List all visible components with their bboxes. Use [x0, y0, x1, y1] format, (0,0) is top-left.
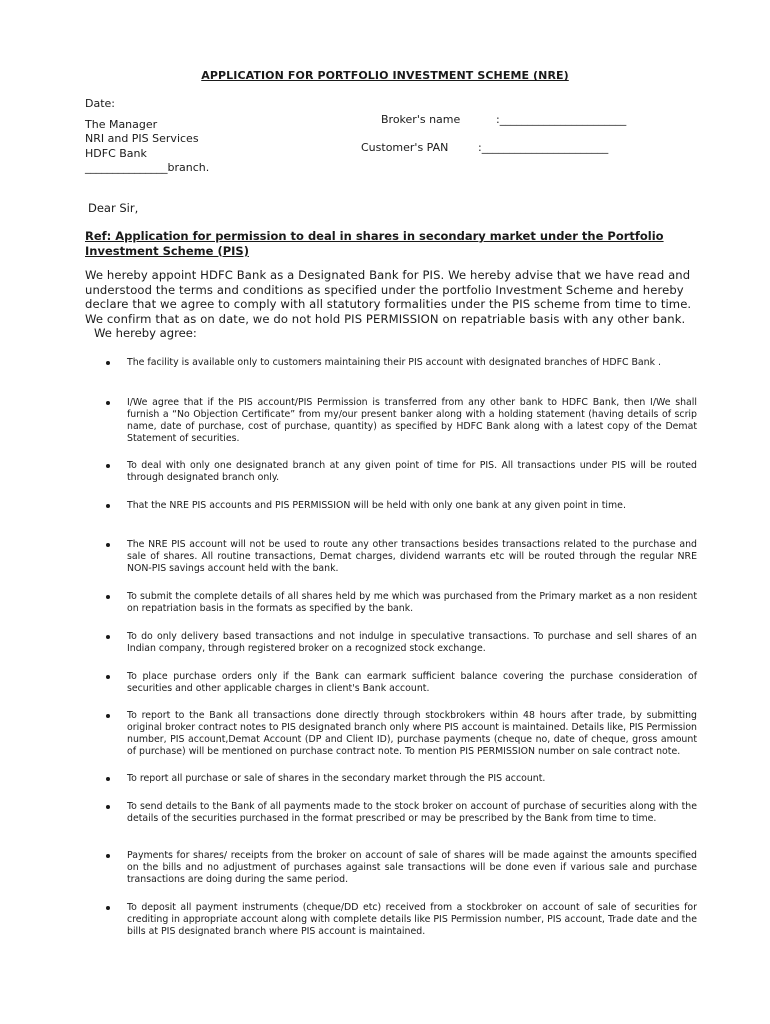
bullet-icon — [106, 906, 110, 910]
list-item: To place purchase orders only if the Bank can earmark sufficient balance covering the purchase consideration of securities and other applicable charges in client's Bank account. — [127, 671, 697, 695]
date-label: Date: — [85, 97, 115, 110]
bullet-icon — [106, 777, 110, 781]
document-title: APPLICATION FOR PORTFOLIO INVESTMENT SCHEME (NRE) — [201, 69, 569, 82]
list-item: To report to the Bank all transactions done directly through stockbrokers within 48 hours after trade, by submitting original broker contract notes to PIS designated branch only where PIS account is maintained. Details like, PIS Permission number, PIS account,Demat Account (DP and Client ID), purchase payments (cheque no, date of cheque, gross amount of purchase) will be mentioned on purchase contract note. To mention PIS PERMISSION number on sale contract note. — [127, 710, 697, 758]
bullet-icon — [106, 714, 110, 718]
list-item: To deal with only one designated branch at any given point of time for PIS. All transactions under PIS will be routed through designated branch only. — [127, 460, 697, 484]
addressee-block — [85, 97, 209, 176]
bullet-icon — [106, 854, 110, 858]
customer-pan-blank: :_______________________ — [478, 141, 609, 154]
bullet-icon — [106, 595, 110, 599]
agree-heading: We hereby agree: — [94, 326, 197, 340]
broker-name-blank: :_______________________ — [496, 113, 627, 126]
address-line-4: _______________branch. — [85, 161, 210, 174]
bullet-icon — [106, 361, 110, 365]
bullet-icon — [106, 805, 110, 809]
reference-line: Ref: Application for permission to deal in shares in secondary market under the Portfolio Investment Scheme (PIS) — [85, 229, 664, 258]
bullet-icon — [106, 675, 110, 679]
address-line-2: NRI and PIS Services — [85, 132, 199, 145]
bullet-icon — [106, 464, 110, 468]
list-item: To report all purchase or sale of shares in the secondary market through the PIS account. — [127, 773, 697, 785]
bullet-icon — [106, 504, 110, 508]
bullet-icon — [106, 635, 110, 639]
list-item: To send details to the Bank of all payments made to the stock broker on account of purchase of securities along with the details of the securities purchased in the format prescribed or may be prescribed by the Bank from time to time. — [127, 801, 697, 825]
list-item: Payments for shares/ receipts from the broker on account of sale of shares will be made against the amounts specified on the bills and no adjustment of purchases against sale transactions will be done even if various sale and purchase transactions are doing during the same period. — [127, 850, 697, 886]
intro-paragraph: We hereby appoint HDFC Bank as a Designated Bank for PIS. We hereby advise that we have read and understood the terms and conditions as specified under the portfolio Investment Scheme and hereby declare that we agree to comply with all statutory formalities under the PIS scheme from time to time. We confirm that as on date, we do not hold PIS PERMISSION on repatriable basis with any other bank. — [85, 268, 692, 326]
list-item: To submit the complete details of all shares held by me which was purchased from the Primary market as a non resident on repatriation basis in the formats as specified by the bank. — [127, 591, 697, 615]
bullet-icon — [106, 401, 110, 405]
list-item: To do only delivery based transactions and not indulge in speculative transactions. To purchase and sell shares of an Indian company, through registered broker on a recognized stock exchange. — [127, 631, 697, 655]
list-item: The facility is available only to customers maintaining their PIS account with designated branches of HDFC Bank . — [127, 357, 697, 369]
greeting: Dear Sir, — [88, 201, 139, 215]
list-item: I/We agree that if the PIS account/PIS Permission is transferred from any other bank to HDFC Bank, then I/We shall furnish a “No Objection Certificate” from my/our present banker along with a holding statement (having details of scrip name, date of purchase, cost of purchase, quantity) as specified by HDFC Bank along with a latest copy of the Demat Statement of securities. — [127, 397, 697, 445]
broker-name-label: Broker's name — [381, 113, 461, 126]
address-line-3: HDFC Bank — [85, 146, 147, 160]
bullet-icon — [106, 543, 110, 547]
list-item: That the NRE PIS accounts and PIS PERMISSION will be held with only one bank at any given point in time. — [127, 500, 697, 512]
list-item: The NRE PIS account will not be used to route any other transactions besides transactions related to the purchase and sale of shares. All routine transactions, Demat charges, dividend warrants etc will be routed through the regular NRE NON-PIS savings account held with the bank. — [127, 539, 697, 575]
address-line-1: The Manager — [85, 117, 158, 131]
list-item: To deposit all payment instruments (cheque/DD etc) received from a stockbroker on account of sale of securities for crediting in appropriate account along with complete details like PIS Permission number, PIS account, Trade date and the bills at PIS designated branch where PIS account is maintained. — [127, 902, 697, 938]
customer-pan-label: Customer's PAN — [361, 141, 449, 154]
